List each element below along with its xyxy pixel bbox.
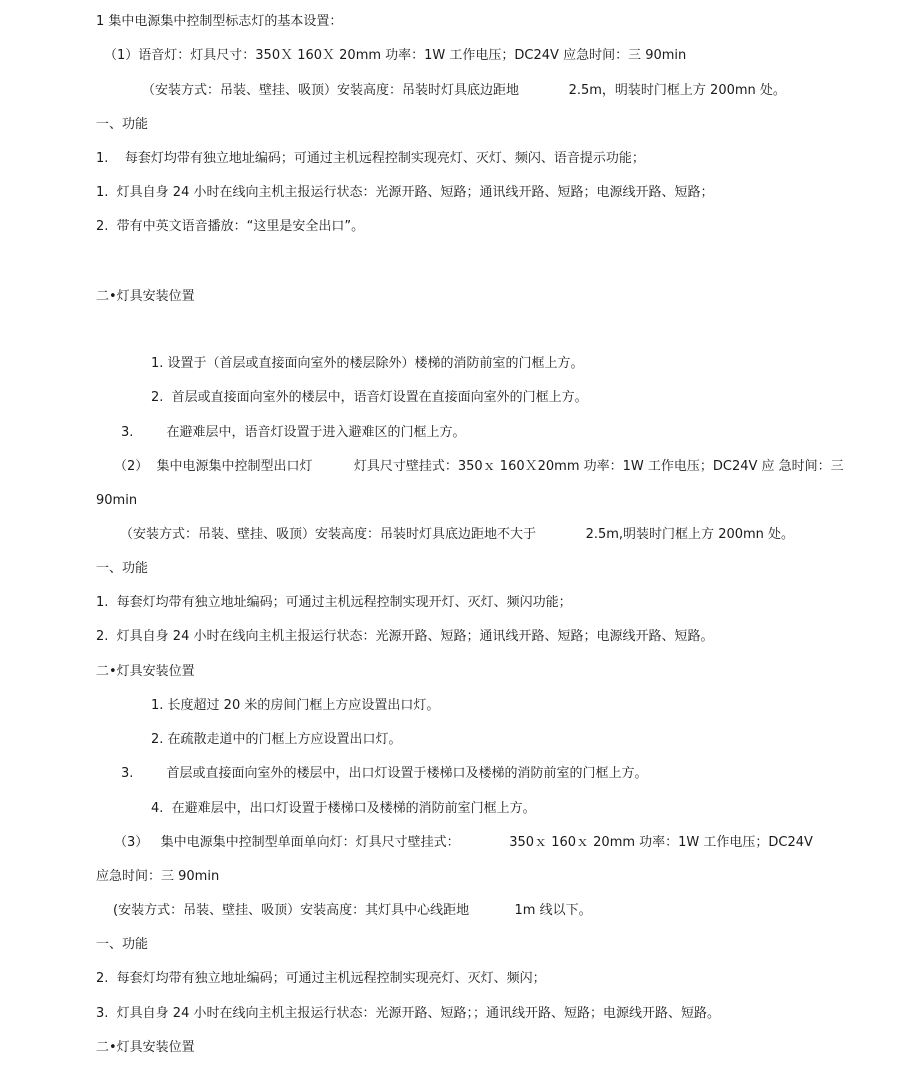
install-position-item: 1. 长度超过 20 米的房间门框上方应设置出口灯。 xyxy=(151,698,440,713)
install-position-item: 2. 首层或直接面向室外的楼层中，语音灯设置在直接面向室外的门框上方。 xyxy=(151,390,588,405)
function-heading: 一、功能 xyxy=(96,117,149,132)
voice-light-install: （安装方式：吊装、壁挂、吸顶）安装高度：吊装时灯具底边距地 2.5m，明装时门框上方 200mn 处。 xyxy=(142,83,786,98)
install-position-item: 4. 在避难层中，出口灯设置于楼梯口及楼梯的消防前室门框上方。 xyxy=(151,801,536,816)
function-item: 2. 灯具自身 24 小时在线向主机主报运行状态：光源开路、短路；通讯线开路、短路；电源线开路、短路。 xyxy=(96,629,714,644)
install-position-item: 3. 首层或直接面向室外的楼层中，出口灯设置于楼梯口及楼梯的消防前室的门框上方。 xyxy=(121,766,648,781)
function-heading: 一、功能 xyxy=(96,561,149,576)
exit-light-spec-continued: 90min xyxy=(96,493,138,508)
directional-light-spec-continued: 应急时间：三 90min xyxy=(96,869,220,884)
install-position-item: 3. 在避难层中，语音灯设置于进入避难区的门框上方。 xyxy=(121,425,466,440)
install-position-heading: 二•灯具安装位置 xyxy=(96,664,195,679)
install-position-item: 2. 在疏散走道中的门框上方应设置出口灯。 xyxy=(151,732,402,747)
function-item: 2. 每套灯均带有独立地址编码；可通过主机远程控制实现亮灯、灭灯、频闪； xyxy=(96,971,546,986)
install-position-heading: 二•灯具安装位置 xyxy=(96,289,195,304)
install-position-heading: 二•灯具安装位置 xyxy=(96,1040,195,1055)
section-heading: 1 集中电源集中控制型标志灯的基本设置： xyxy=(96,14,343,29)
exit-light-install: （安装方式：吊装、壁挂、吸顶）安装高度：吊装时灯具底边距地不大于 2.5m,明装时门框上方 200mn 处。 xyxy=(120,527,795,542)
function-item: 3. 灯具自身 24 小时在线向主机主报运行状态：光源开路、短路；；通讯线开路、短路；电源线开路、短路。 xyxy=(96,1006,720,1021)
exit-light-spec: （2） 集中电源集中控制型出口灯 灯具尺寸壁挂式：350ｘ 160Ｘ20mm 功率：1W 工作电压；DC24V 应 急时间：三 xyxy=(114,459,844,474)
install-position-item: 1. 设置于（首层或直接面向室外的楼层除外）楼梯的消防前室的门框上方。 xyxy=(151,356,584,371)
function-item: 1. 每套灯均带有独立地址编码；可通过主机远程控制实现开灯、灭灯、频闪功能； xyxy=(96,595,572,610)
function-item: 1. 灯具自身 24 小时在线向主机主报运行状态：光源开路、短路；通讯线开路、短路；电源线开路、短路； xyxy=(96,185,714,200)
voice-light-spec: （1）语音灯：灯具尺寸：350Ｘ 160Ｘ 20mm 功率：1W 工作电压；DC24V 应急时间：三 90min xyxy=(104,48,687,63)
function-item: 1. 每套灯均带有独立地址编码；可通过主机远程控制实现亮灯、灭灯、频闪、语音提示功能； xyxy=(96,151,645,166)
directional-light-spec: （3） 集中电源集中控制型单面单向灯：灯具尺寸壁挂式： 350ｘ 160ｘ 20mm 功率：1W 工作电压；DC24V xyxy=(114,835,813,850)
function-heading: 一、功能 xyxy=(96,937,149,952)
directional-light-install: (安装方式：吊装、壁挂、吸顶）安装高度：其灯具中心线距地 1m 线以下。 xyxy=(113,903,592,918)
function-item: 2. 带有中英文语音播放：“这里是安全出口”。 xyxy=(96,219,365,234)
